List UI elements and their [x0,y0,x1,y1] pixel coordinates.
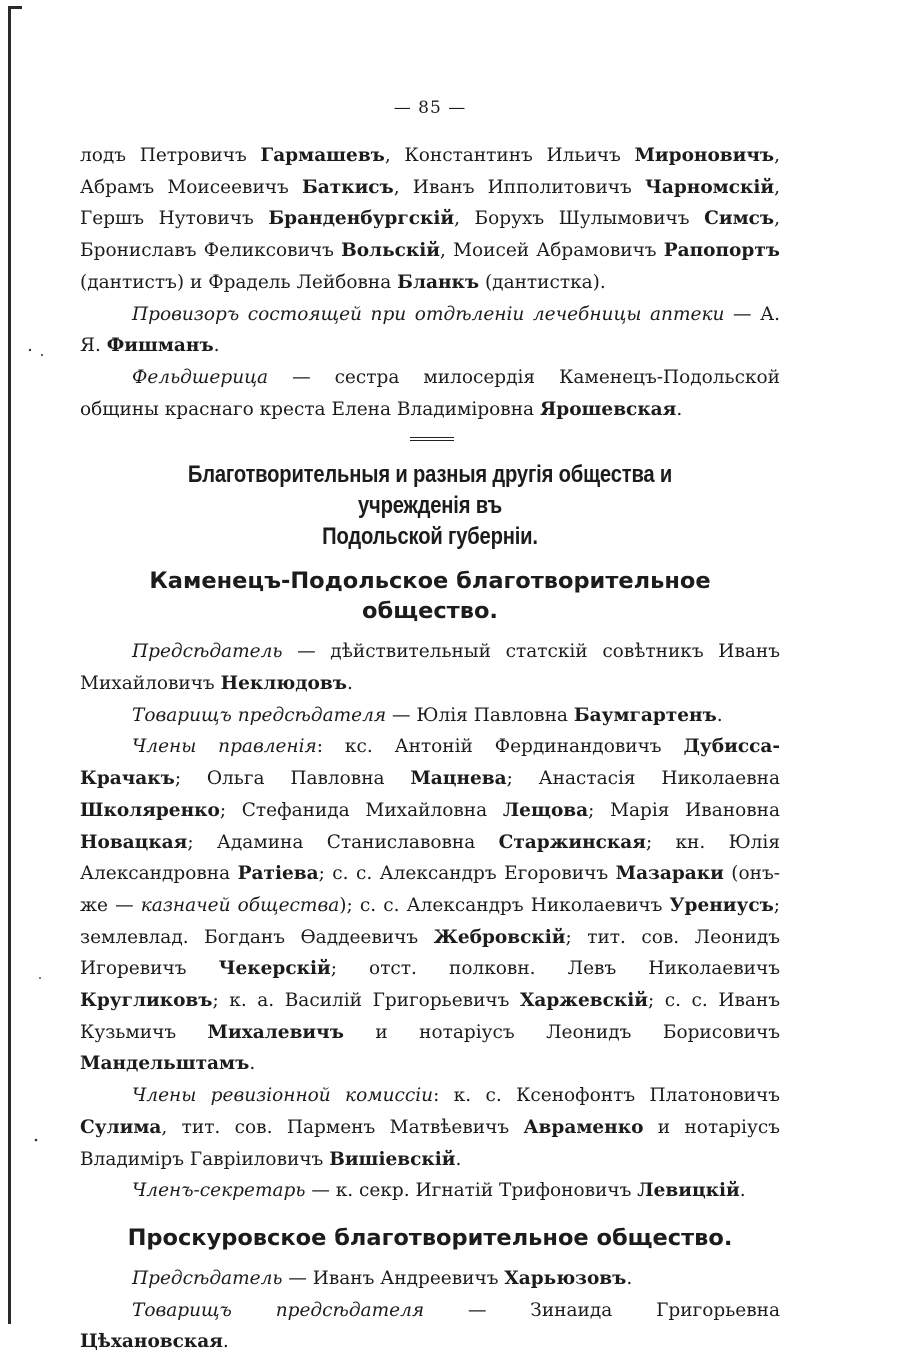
surname: Гармашевъ [260,145,385,166]
section-title-line-2: Подольской губерніи. [322,523,538,551]
paragraph-pharmacist [80,299,780,362]
text-run: . [213,335,220,357]
surname: Мироновичъ [634,145,775,166]
text-run: лодъ Петровичъ [80,145,261,166]
surname: Кругликовъ [80,990,213,1012]
text-run: ; тит. сов. Леонидъ Игоревичъ [80,926,780,980]
page [80,96,780,1358]
surname: Мандельштамъ [80,1053,250,1075]
text-run: . [739,1180,746,1202]
role-label: Товарищъ предсѣдателя [132,1299,425,1321]
role-label: Провизоръ состоящей при отдѣленіи лечебницы аптеки [132,303,725,325]
text-run: — А. Я. [80,303,780,357]
text-run: ; Адамина Станиславовна [187,831,499,853]
surname: Мазараки [615,863,724,885]
surname: Чарномскій [644,176,775,198]
role-label: Фельдшерица [132,366,269,388]
text-run: ; Марія Ивановна [588,799,780,821]
surname: Старжинская [498,831,646,853]
text-run: ); с. с. Александръ Николаевичъ [339,894,670,916]
paragraph-audit-commission [80,1080,780,1175]
text-run: , Брониславъ Феликсовичъ [80,208,780,262]
role-label: казначей общества [140,894,340,916]
text-run: . [626,1267,633,1289]
surname: Ярошевская [539,398,677,420]
text-run: и нотаріусъ Владиміръ Гавріиловичъ [80,1116,780,1170]
surname: Вишіевскій [329,1148,456,1170]
text-run: ; с. с. Александръ Егоровичъ [318,863,616,885]
role-label: Предсѣдатель [132,641,283,663]
surname: Левицкій [637,1180,740,1202]
text-run: . [716,704,723,726]
paragraph-nurse [80,362,780,425]
surname: Баумгартенъ [573,704,717,726]
scan-specks [0,0,60,1361]
surname: Бланкъ [397,271,480,293]
society-title-proskurov: Проскуровское благотворительное общество. [127,1224,733,1251]
text-run: , Иванъ Ипполитовичъ [393,176,645,198]
surname: Урениусъ [669,894,774,916]
surname: Мацнева [410,768,507,790]
surname: Школяренко [80,799,220,821]
surname: Чекерскій [218,958,331,980]
surname: Сулима [80,1116,162,1138]
paragraph-chairman [80,636,780,699]
role-label: Членъ-секретарь [132,1180,306,1202]
text-run: : к. с. Ксенофонтъ Платоновичъ [433,1085,781,1107]
text-run: , Гершъ Нутовичъ [80,176,780,230]
text-run: . [455,1148,462,1170]
text-run: (дантистка). [479,271,606,293]
text-run: ; кн. Юлія Александровна [80,831,780,885]
role-label: Предсѣдатель [132,1267,283,1289]
surname: Симсъ [704,208,775,230]
text-run: ; отст. полковн. Левъ Николаевичъ [330,958,780,980]
text-run: ; к. а. Василій Григорьевичъ [212,990,520,1012]
text-run: (онъ-же — [80,863,781,916]
paragraph-proskurov-deputy [80,1295,780,1358]
text-run: ; Стефанида Михайловна [219,799,503,821]
surname: Харьюзовъ [504,1267,627,1289]
text-run: — Юлія Павловна [386,704,574,726]
paragraph-proskurov-chairman [80,1263,780,1295]
surname: Ратіева [237,863,319,885]
section-title: Благотворительныя и разныя другія общества и учрежденія въ [187,461,673,520]
surname: Баткисъ [301,176,394,198]
surname: Рапопортъ [663,240,780,262]
text-run: , Константинъ Ильичъ [384,145,635,166]
text-run: , Борухъ Шулымовичъ [454,208,705,230]
surname: Лещова [502,799,589,821]
surname: Бранденбургскій [268,208,455,230]
text-run: и нотаріусъ Леонидъ Борисовичъ [343,1021,781,1043]
paragraph-secretary [80,1175,780,1207]
surname: Авраменко [523,1116,644,1138]
text-run: , тит. сов. Парменъ Матвѣевичъ [161,1116,524,1138]
paragraph-staff-list [80,140,780,299]
text-run: — Иванъ Андреевичъ [282,1267,505,1289]
text-run: . [676,398,683,420]
text-run: , Моисей Абрамовичъ [440,240,664,262]
role-label: Товарищъ предсѣдателя [132,704,387,726]
surname: Вольскій [341,240,441,262]
text-run: . [222,1331,229,1353]
text-run: . [249,1053,256,1075]
text-run: ; землевлад. Богданъ Ѳаддеевичъ [80,894,781,948]
surname: Цѣхановская [80,1331,223,1353]
section-divider [80,425,780,459]
role-label: Члены ревизіонной комиссіи [132,1085,434,1107]
text-run: (дантистъ) и Фрадель Лейбовна [80,271,398,293]
text-run: — дѣйствительный статскій совѣтникъ Иванъ Михайловичъ [80,641,780,695]
surname: Жебровскій [433,926,566,948]
paragraph-board-members [80,731,780,1080]
page-number: — 85 — [393,98,467,118]
text-run: — сестра милосердія Каменецъ-Подольской общины краснаго креста Елена Владиміровна [80,366,780,420]
society-title-kamenets: Каменецъ-Подольское благотворительное общество. [149,568,711,625]
text-run: — к. секр. Игнатій Трифоновичъ [305,1180,638,1202]
surname: Михалевичъ [207,1021,344,1043]
text-run: ; Ольга Павловна [174,768,411,790]
text-run: , Абрамъ Моисеевичъ [80,145,780,198]
text-run: ; с. с. Иванъ Кузьмичъ [80,990,780,1043]
surname: Новацкая [80,831,188,853]
surname: Дубисса-Крачакъ [80,736,781,790]
text-run: : кс. Антоній Фердинандовичъ [316,736,684,758]
text-run: — Зинаида Григорьевна [424,1299,781,1321]
surname: Фишманъ [106,335,214,357]
paragraph-deputy-chairman [80,700,780,732]
text-run: ; Анастасія Николаевна [506,768,780,790]
surname: Харжевскій [519,990,648,1012]
surname: Неклюдовъ [220,673,347,695]
text-run: . [346,673,353,695]
role-label: Члены правленія [132,736,317,758]
